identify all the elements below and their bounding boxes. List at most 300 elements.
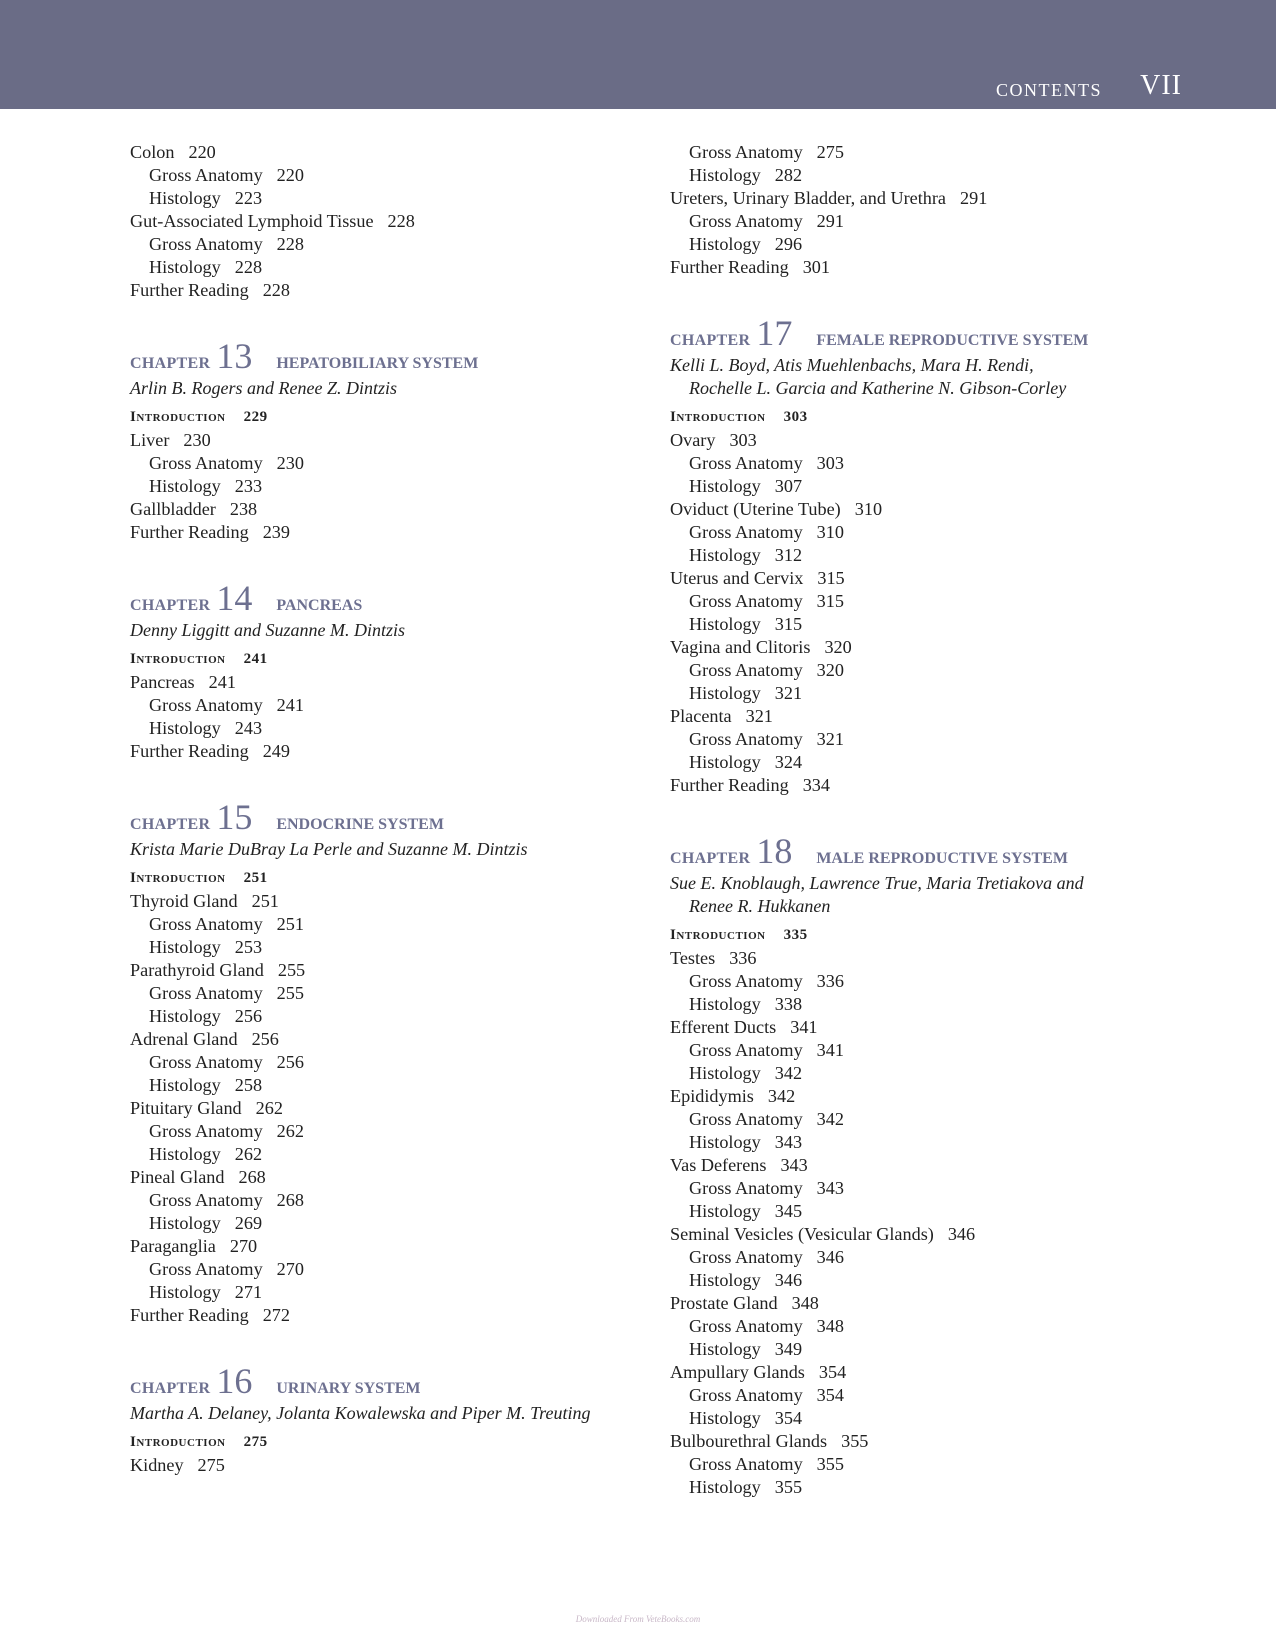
toc-entry	[670, 567, 1190, 590]
chapter-number: 15	[216, 797, 253, 837]
chapter-label: CHAPTER	[130, 1380, 211, 1397]
chapter-title: PANCREAS	[276, 597, 363, 614]
toc-entry-page: 307	[774, 476, 803, 496]
introduction-entry	[130, 406, 650, 429]
chapter-number: 17	[756, 313, 793, 353]
author-line: Sue E. Knoblaugh, Lawrence True, Maria Tretiakova and	[670, 873, 1084, 893]
toc-entry-page: 243	[234, 718, 263, 738]
toc-entry-page: 315	[816, 591, 844, 611]
toc-entry-text: Histology	[689, 165, 761, 185]
toc-entry-page: 228	[276, 234, 304, 254]
toc-entry-text: Gross Anatomy	[689, 142, 803, 162]
toc-entry-page: 228	[262, 280, 290, 300]
toc-entry-page: 228	[234, 257, 263, 277]
introduction-label: Introduction	[130, 409, 226, 425]
toc-entry-text: Histology	[689, 683, 761, 703]
toc-subentry	[130, 717, 650, 740]
toc-entry-page: 272	[262, 1305, 290, 1325]
toc-entry-text: Histology	[149, 718, 221, 738]
toc-entry-page: 262	[234, 1144, 263, 1164]
toc-entry	[130, 141, 650, 164]
toc-entry-text: Gross Anatomy	[689, 1247, 803, 1267]
toc-entry	[670, 1361, 1190, 1384]
introduction-label: Introduction	[130, 870, 226, 886]
toc-entry-page: 262	[276, 1121, 304, 1141]
toc-subentry	[670, 1039, 1190, 1062]
author-line: Martha A. Delaney, Jolanta Kowalewska and Piper M. Treuting	[130, 1403, 591, 1423]
toc-entry-page: 223	[234, 188, 263, 208]
toc-entry-page: 310	[854, 499, 883, 519]
toc-subentry	[670, 452, 1190, 475]
toc-entry-text: Vas Deferens	[670, 1155, 767, 1175]
toc-subentry	[670, 682, 1190, 705]
toc-entry-page: 334	[802, 775, 830, 795]
toc-entry-page: 343	[774, 1132, 803, 1152]
author-line: Denny Liggitt and Suzanne M. Dintzis	[130, 620, 405, 640]
toc-entry-text: Gross Anatomy	[689, 729, 803, 749]
chapter-authors	[130, 619, 650, 642]
introduction-entry	[670, 924, 1190, 947]
toc-entry-text: Gross Anatomy	[689, 660, 803, 680]
toc-entry-page: 312	[774, 545, 803, 565]
toc-entry-text: Pancreas	[130, 672, 195, 692]
toc-subentry	[670, 210, 1190, 233]
chapter-title: HEPATOBILIARY SYSTEM	[276, 355, 479, 372]
toc-entry-page: 321	[816, 729, 844, 749]
toc-entry	[130, 1304, 650, 1327]
toc-entry-page: 320	[816, 660, 844, 680]
toc-subentry	[130, 1281, 650, 1304]
toc-entry-page: 355	[816, 1454, 844, 1474]
toc-subentry	[670, 1269, 1190, 1292]
toc-entry	[130, 1235, 650, 1258]
toc-entry-page: 345	[774, 1201, 803, 1221]
toc-subentry	[670, 1177, 1190, 1200]
toc-entry-text: Vagina and Clitoris	[670, 637, 811, 657]
chapter-heading	[670, 312, 1190, 352]
introduction-page: 275	[243, 1434, 268, 1450]
introduction-page: 241	[243, 651, 268, 667]
toc-entry-page: 228	[387, 211, 415, 231]
toc-entry-text: Further Reading	[130, 522, 249, 542]
toc-entry-text: Histology	[149, 188, 221, 208]
introduction-page: 251	[243, 870, 268, 886]
toc-entry-page: 301	[802, 257, 830, 277]
toc-entry	[130, 671, 650, 694]
toc-entry	[130, 498, 650, 521]
toc-subentry	[670, 1131, 1190, 1154]
toc-entry-page: 230	[183, 430, 211, 450]
toc-subentry	[670, 1384, 1190, 1407]
author-line: Arlin B. Rogers and Renee Z. Dintzis	[130, 378, 397, 398]
toc-entry-text: Seminal Vesicles (Vesicular Glands)	[670, 1224, 934, 1244]
toc-entry-page: 251	[276, 914, 304, 934]
toc-subentry	[130, 1189, 650, 1212]
toc-entry-page: 342	[816, 1109, 844, 1129]
toc-entry-text: Histology	[689, 1201, 761, 1221]
toc-entry	[670, 498, 1190, 521]
toc-subentry	[130, 187, 650, 210]
toc-entry-text: Histology	[149, 937, 221, 957]
toc-entry-text: Uterus and Cervix	[670, 568, 804, 588]
chapter-number: 16	[216, 1361, 253, 1401]
toc-entry-page: 303	[729, 430, 757, 450]
chapter-authors	[130, 838, 650, 861]
toc-entry-text: Histology	[689, 1270, 761, 1290]
toc-entry-text: Parathyroid Gland	[130, 960, 264, 980]
toc-entry-page: 346	[947, 1224, 976, 1244]
introduction-label: Introduction	[130, 651, 226, 667]
introduction-page: 303	[783, 409, 808, 425]
toc-entry-text: Histology	[149, 1144, 221, 1164]
toc-subentry	[670, 475, 1190, 498]
toc-entry-page: 269	[234, 1213, 263, 1233]
introduction-label: Introduction	[670, 409, 766, 425]
toc-subentry	[670, 1062, 1190, 1085]
toc-entry-page: 255	[276, 983, 304, 1003]
toc-entry-page: 220	[276, 165, 304, 185]
toc-entry-text: Gross Anatomy	[149, 1259, 263, 1279]
toc-entry-text: Histology	[149, 1006, 221, 1026]
toc-entry-page: 315	[817, 568, 845, 588]
toc-entry	[130, 959, 650, 982]
chapter-number: 18	[756, 831, 793, 871]
toc-subentry	[130, 233, 650, 256]
toc-entry	[670, 256, 1190, 279]
toc-entry-page: 348	[791, 1293, 819, 1313]
chapter-authors	[670, 354, 1190, 400]
toc-subentry	[130, 982, 650, 1005]
toc-entry-page: 256	[234, 1006, 263, 1026]
toc-entry-text: Histology	[689, 614, 761, 634]
toc-entry-text: Histology	[689, 234, 761, 254]
toc-entry-page: 249	[262, 741, 290, 761]
toc-entry-text: Bulbourethral Glands	[670, 1431, 828, 1451]
toc-entry-text: Histology	[149, 1213, 221, 1233]
toc-entry-text: Further Reading	[130, 741, 249, 761]
toc-entry-text: Gross Anatomy	[689, 453, 803, 473]
toc-entry	[670, 705, 1190, 728]
toc-entry-text: Further Reading	[130, 1305, 249, 1325]
toc-entry-text: Gut-Associated Lymphoid Tissue	[130, 211, 374, 231]
toc-entry-text: Further Reading	[670, 775, 789, 795]
toc-entry-page: 275	[816, 142, 844, 162]
toc-entry-page: 341	[816, 1040, 844, 1060]
toc-entry-text: Gross Anatomy	[689, 1178, 803, 1198]
toc-entry	[130, 1166, 650, 1189]
toc-entry-page: 324	[774, 752, 803, 772]
toc-subentry	[130, 936, 650, 959]
toc-subentry	[670, 1453, 1190, 1476]
toc-entry-page: 258	[234, 1075, 263, 1095]
toc-entry-page: 256	[251, 1029, 279, 1049]
toc-entry-text: Histology	[149, 1075, 221, 1095]
chapter-label: CHAPTER	[670, 332, 751, 349]
toc-subentry	[670, 659, 1190, 682]
author-line: Renee R. Hukkanen	[689, 896, 831, 916]
toc-entry-text: Gross Anatomy	[149, 234, 263, 254]
toc-entry	[670, 429, 1190, 452]
introduction-entry	[130, 1431, 650, 1454]
toc-entry-text: Histology	[689, 1132, 761, 1152]
toc-entry-text: Colon	[130, 142, 175, 162]
right-column	[670, 141, 1190, 1499]
toc-subentry	[670, 1200, 1190, 1223]
toc-entry-page: 354	[774, 1408, 803, 1428]
toc-entry-page: 348	[816, 1316, 844, 1336]
chapter-label: CHAPTER	[130, 355, 211, 372]
toc-subentry	[670, 590, 1190, 613]
introduction-page: 335	[783, 927, 808, 943]
toc-entry	[130, 740, 650, 763]
toc-entry-text: Gross Anatomy	[689, 1109, 803, 1129]
toc-entry	[130, 1097, 650, 1120]
toc-subentry	[670, 613, 1190, 636]
toc-subentry	[670, 970, 1190, 993]
introduction-label: Introduction	[670, 927, 766, 943]
toc-entry-page: 270	[229, 1236, 258, 1256]
toc-entry-text: Gross Anatomy	[689, 1454, 803, 1474]
chapter-block	[130, 796, 650, 1327]
toc-entry-text: Gross Anatomy	[689, 1316, 803, 1336]
toc-subentry	[670, 1246, 1190, 1269]
toc-entry-page: 336	[816, 971, 844, 991]
chapter-heading	[130, 796, 650, 836]
toc-entry-page: 255	[277, 960, 306, 980]
toc-entry	[130, 279, 650, 302]
toc-subentry	[670, 1476, 1190, 1499]
chapter-block	[130, 1360, 650, 1477]
toc-entry-page: 291	[960, 188, 988, 208]
toc-entry-page: 233	[234, 476, 263, 496]
toc-entry	[670, 1154, 1190, 1177]
toc-entry-page: 303	[816, 453, 844, 473]
toc-entry-page: 268	[238, 1167, 266, 1187]
running-header-title: contents	[996, 75, 1102, 102]
toc-entry	[670, 947, 1190, 970]
toc-entry-page: 355	[841, 1431, 869, 1451]
toc-entry-text: Ovary	[670, 430, 716, 450]
chapter-heading	[670, 830, 1190, 870]
toc-subentry	[670, 1407, 1190, 1430]
toc-entry-text: Histology	[689, 476, 761, 496]
toc-subentry	[670, 544, 1190, 567]
toc-subentry	[130, 1005, 650, 1028]
toc-entry-text: Histology	[149, 1282, 221, 1302]
toc-entry	[670, 1430, 1190, 1453]
toc-subentry	[670, 1108, 1190, 1131]
toc-entry-text: Gross Anatomy	[149, 1052, 263, 1072]
running-header-page-number: VII	[1140, 70, 1182, 101]
introduction-entry	[130, 867, 650, 890]
toc-entry-text: Further Reading	[130, 280, 249, 300]
toc-subentry	[670, 728, 1190, 751]
toc-entry-text: Gross Anatomy	[689, 971, 803, 991]
introduction-label: Introduction	[130, 1434, 226, 1450]
chapter-label: CHAPTER	[130, 816, 211, 833]
chapter-label: CHAPTER	[130, 597, 211, 614]
author-line: Rochelle L. Garcia and Katherine N. Gibson-Corley	[689, 378, 1067, 398]
toc-entry	[670, 1016, 1190, 1039]
toc-subentry	[130, 1258, 650, 1281]
toc-entry-text: Ureters, Urinary Bladder, and Urethra	[670, 188, 947, 208]
toc-subentry	[670, 993, 1190, 1016]
toc-entry-text: Gross Anatomy	[149, 914, 263, 934]
toc-entry-text: Ampullary Glands	[670, 1362, 805, 1382]
toc-entry-page: 343	[780, 1155, 808, 1175]
toc-entry-page: 268	[276, 1190, 304, 1210]
chapter-authors	[670, 872, 1190, 918]
toc-entry-text: Adrenal Gland	[130, 1029, 238, 1049]
toc-entry-text: Pituitary Gland	[130, 1098, 242, 1118]
toc-subentry	[130, 475, 650, 498]
toc-subentry	[130, 1120, 650, 1143]
toc-entry-text: Epididymis	[670, 1086, 754, 1106]
toc-entry	[670, 187, 1190, 210]
chapter-block	[130, 577, 650, 763]
toc-entry-text: Histology	[689, 1477, 761, 1497]
chapter-title: ENDOCRINE SYSTEM	[276, 816, 444, 833]
toc-entry	[130, 1454, 650, 1477]
toc-entry	[670, 1085, 1190, 1108]
toc-subentry	[130, 256, 650, 279]
chapter-block	[130, 335, 650, 544]
toc-entry-text: Testes	[670, 948, 716, 968]
left-column	[130, 141, 650, 1477]
toc-entry-page: 342	[767, 1086, 796, 1106]
chapter-block	[670, 312, 1190, 797]
toc-entry-text: Oviduct (Uterine Tube)	[670, 499, 841, 519]
toc-entry-page: 346	[774, 1270, 803, 1290]
toc-subentry	[130, 164, 650, 187]
toc-entry-page: 338	[774, 994, 803, 1014]
chapter-authors	[130, 377, 650, 400]
introduction-entry	[670, 406, 1190, 429]
toc-entry	[130, 890, 650, 913]
toc-entry-page: 355	[774, 1477, 803, 1497]
chapter-heading	[130, 577, 650, 617]
chapter-heading	[130, 1360, 650, 1400]
chapter-title: FEMALE REPRODUCTIVE SYSTEM	[816, 332, 1089, 349]
toc-entry-page: 343	[816, 1178, 844, 1198]
toc-entry-page: 238	[229, 499, 258, 519]
toc-entry-text: Prostate Gland	[670, 1293, 778, 1313]
introduction-page: 229	[243, 409, 268, 425]
toc-entry-text: Thyroid Gland	[130, 891, 238, 911]
toc-entry	[670, 1292, 1190, 1315]
toc-subentry	[670, 233, 1190, 256]
toc-entry-text: Histology	[689, 752, 761, 772]
toc-entry-text: Gross Anatomy	[689, 1385, 803, 1405]
toc-entry-text: Gross Anatomy	[149, 695, 263, 715]
chapter-heading	[130, 335, 650, 375]
toc-entry-page: 310	[816, 522, 844, 542]
toc-entry-text: Liver	[130, 430, 170, 450]
toc-entry-page: 251	[251, 891, 279, 911]
toc-entry-page: 296	[774, 234, 803, 254]
toc-entry-page: 291	[816, 211, 844, 231]
toc-entry	[670, 774, 1190, 797]
toc-entry-text: Gross Anatomy	[149, 453, 263, 473]
toc-entry-text: Gross Anatomy	[689, 211, 803, 231]
toc-entry-text: Gross Anatomy	[149, 165, 263, 185]
toc-entry	[130, 210, 650, 233]
toc-entry	[670, 636, 1190, 659]
chapter-number: 13	[216, 336, 253, 376]
toc-entry-text: Efferent Ducts	[670, 1017, 777, 1037]
toc-entry-page: 341	[790, 1017, 818, 1037]
introduction-entry	[130, 648, 650, 671]
toc-entry-text: Gross Anatomy	[689, 1040, 803, 1060]
toc-entry-page: 346	[816, 1247, 844, 1267]
author-line: Kelli L. Boyd, Atis Muehlenbachs, Mara H. Rendi,	[670, 355, 1034, 375]
toc-subentry	[130, 1212, 650, 1235]
toc-entry-text: Gross Anatomy	[149, 983, 263, 1003]
author-line: Krista Marie DuBray La Perle and Suzanne M. Dintzis	[130, 839, 528, 859]
toc-entry-page: 220	[188, 142, 216, 162]
toc-entry-page: 354	[816, 1385, 844, 1405]
toc-entry-page: 320	[824, 637, 852, 657]
chapter-label: CHAPTER	[670, 850, 751, 867]
toc-entry-page: 256	[276, 1052, 304, 1072]
toc-entry-page: 315	[774, 614, 803, 634]
toc-entry	[130, 521, 650, 544]
toc-entry-page: 262	[255, 1098, 283, 1118]
toc-entry-page: 241	[208, 672, 236, 692]
toc-subentry	[670, 164, 1190, 187]
toc-entry-text: Gross Anatomy	[689, 591, 803, 611]
toc-subentry	[130, 452, 650, 475]
toc-entry-page: 253	[234, 937, 263, 957]
toc-entry-page: 349	[774, 1339, 803, 1359]
toc-entry-page: 321	[745, 706, 773, 726]
toc-subentry	[130, 1051, 650, 1074]
toc-entry-text: Histology	[689, 1063, 761, 1083]
toc-entry-text: Kidney	[130, 1455, 184, 1475]
toc-entry-text: Histology	[149, 257, 221, 277]
toc-entry	[670, 1223, 1190, 1246]
toc-subentry	[670, 141, 1190, 164]
toc-entry-text: Gallbladder	[130, 499, 216, 519]
footer-watermark: Downloaded From VetеBooks.com	[575, 1614, 701, 1624]
toc-entry-text: Further Reading	[670, 257, 789, 277]
toc-entry-text: Gross Anatomy	[689, 522, 803, 542]
toc-entry-page: 241	[276, 695, 304, 715]
toc-subentry	[670, 1338, 1190, 1361]
chapter-number: 14	[216, 578, 253, 618]
toc-subentry	[670, 521, 1190, 544]
toc-entry-text: Histology	[689, 1408, 761, 1428]
toc-entry-page: 230	[276, 453, 304, 473]
toc-entry-page: 282	[774, 165, 803, 185]
toc-subentry	[130, 1143, 650, 1166]
toc-subentry	[130, 694, 650, 717]
toc-entry-page: 239	[262, 522, 290, 542]
toc-subentry	[670, 751, 1190, 774]
chapter-authors	[130, 1402, 650, 1425]
toc-entry-page: 275	[197, 1455, 225, 1475]
chapter-title: URINARY SYSTEM	[276, 1380, 421, 1397]
toc-entry-page: 270	[276, 1259, 304, 1279]
toc-entry-text: Placenta	[670, 706, 732, 726]
toc-entry-page: 336	[729, 948, 757, 968]
toc-entry-page: 271	[234, 1282, 263, 1302]
toc-entry	[130, 429, 650, 452]
toc-entry-text: Pineal Gland	[130, 1167, 225, 1187]
toc-entry-page: 342	[774, 1063, 803, 1083]
toc-entry-text: Paraganglia	[130, 1236, 216, 1256]
toc-entry-page: 321	[774, 683, 803, 703]
